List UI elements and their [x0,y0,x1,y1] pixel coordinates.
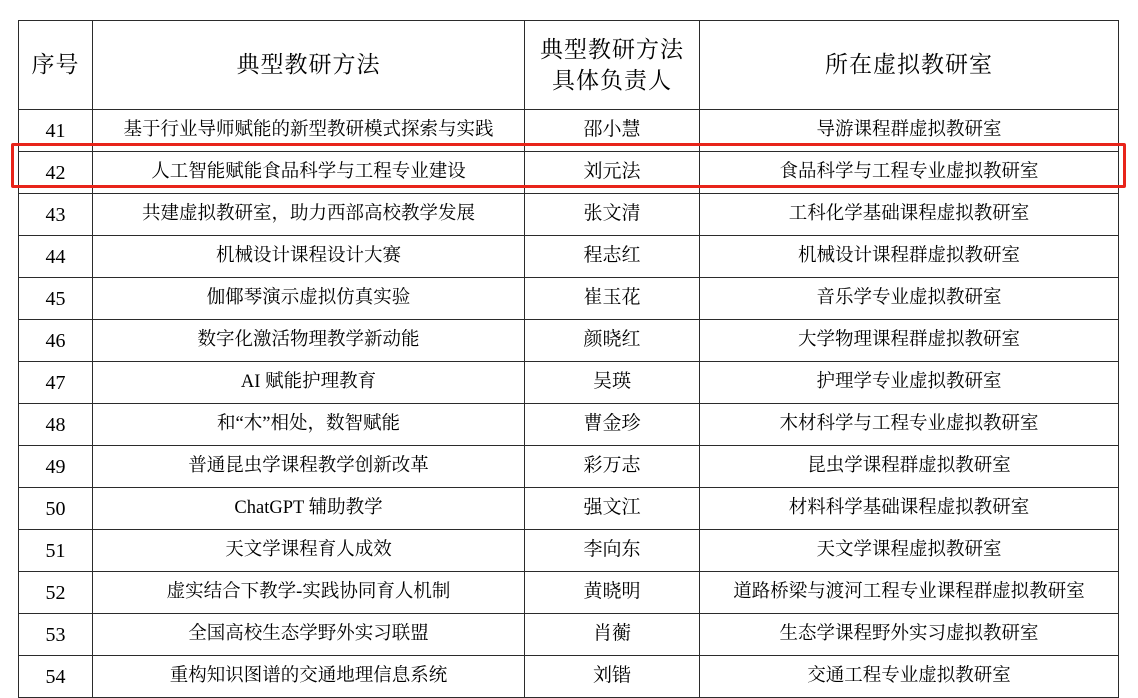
cell-person: 吴瑛 [525,362,700,404]
column-header-person [525,21,700,110]
cell-method: 重构知识图谱的交通地理信息系统 [93,656,525,698]
table-row [19,530,1119,572]
cell-person: 刘元法 [525,152,700,194]
cell-person: 崔玉花 [525,278,700,320]
table-row [19,488,1119,530]
cell-index: 51 [19,530,93,572]
column-header-room: 所在虚拟教研室 [700,21,1119,110]
cell-room: 生态学课程野外实习虚拟教研室 [700,614,1119,656]
cell-person: 李向东 [525,530,700,572]
column-header-person-line2: 具体负责人 [552,68,672,93]
cell-person: 强文江 [525,488,700,530]
cell-method: 人工智能赋能食品科学与工程专业建设 [93,152,525,194]
cell-room: 导游课程群虚拟教研室 [700,110,1119,152]
cell-index: 45 [19,278,93,320]
cell-method: 机械设计课程设计大赛 [93,236,525,278]
cell-index: 43 [19,194,93,236]
cell-method: ChatGPT 辅助教学 [93,488,525,530]
cell-index: 48 [19,404,93,446]
cell-index: 54 [19,656,93,698]
cell-method: 虚实结合下教学-实践协同育人机制 [93,572,525,614]
cell-method: AI 赋能护理教育 [93,362,525,404]
table-row [19,362,1119,404]
table-body [19,110,1119,698]
cell-method: 共建虚拟教研室，助力西部高校教学发展 [93,194,525,236]
table-row [19,446,1119,488]
cell-method: 数字化激活物理教学新动能 [93,320,525,362]
cell-method: 和“木”相处，数智赋能 [93,404,525,446]
cell-method: 普通昆虫学课程教学创新改革 [93,446,525,488]
cell-room: 大学物理课程群虚拟教研室 [700,320,1119,362]
column-header-method: 典型教研方法 [93,21,525,110]
cell-room: 天文学课程虚拟教研室 [700,530,1119,572]
table-row [19,194,1119,236]
cell-method: 基于行业导师赋能的新型教研模式探索与实践 [93,110,525,152]
cell-person: 程志红 [525,236,700,278]
table-row [19,656,1119,698]
cell-index: 52 [19,572,93,614]
cell-index: 47 [19,362,93,404]
cell-person: 刘锴 [525,656,700,698]
cell-person: 张文清 [525,194,700,236]
cell-index: 42 [19,152,93,194]
cell-room: 工科化学基础课程虚拟教研室 [700,194,1119,236]
table-header-row [19,21,1119,110]
cell-index: 46 [19,320,93,362]
table-row-highlighted [19,152,1119,194]
column-header-index: 序号 [19,21,93,110]
cell-room: 木材科学与工程专业虚拟教研室 [700,404,1119,446]
cell-method: 天文学课程育人成效 [93,530,525,572]
cell-room: 昆虫学课程群虚拟教研室 [700,446,1119,488]
research-methods-table [18,20,1119,698]
table-row [19,320,1119,362]
table-row [19,236,1119,278]
cell-index: 53 [19,614,93,656]
cell-room: 食品科学与工程专业虚拟教研室 [700,152,1119,194]
table-row [19,614,1119,656]
cell-person: 曹金珍 [525,404,700,446]
cell-method: 伽倻琴演示虚拟仿真实验 [93,278,525,320]
cell-room: 护理学专业虚拟教研室 [700,362,1119,404]
cell-index: 41 [19,110,93,152]
table-header [19,21,1119,110]
cell-method: 全国高校生态学野外实习联盟 [93,614,525,656]
table-row [19,572,1119,614]
table-row [19,278,1119,320]
cell-person: 邵小慧 [525,110,700,152]
cell-room: 机械设计课程群虚拟教研室 [700,236,1119,278]
cell-index: 44 [19,236,93,278]
cell-person: 彩万志 [525,446,700,488]
cell-room: 交通工程专业虚拟教研室 [700,656,1119,698]
cell-person: 肖蘅 [525,614,700,656]
cell-room: 道路桥梁与渡河工程专业课程群虚拟教研室 [700,572,1119,614]
cell-index: 50 [19,488,93,530]
cell-person: 黄晓明 [525,572,700,614]
cell-room: 音乐学专业虚拟教研室 [700,278,1119,320]
table-row [19,404,1119,446]
cell-room: 材料科学基础课程虚拟教研室 [700,488,1119,530]
cell-index: 49 [19,446,93,488]
column-header-person-line1: 典型教研方法 [540,36,684,62]
cell-person: 颜晓红 [525,320,700,362]
table-row [19,110,1119,152]
